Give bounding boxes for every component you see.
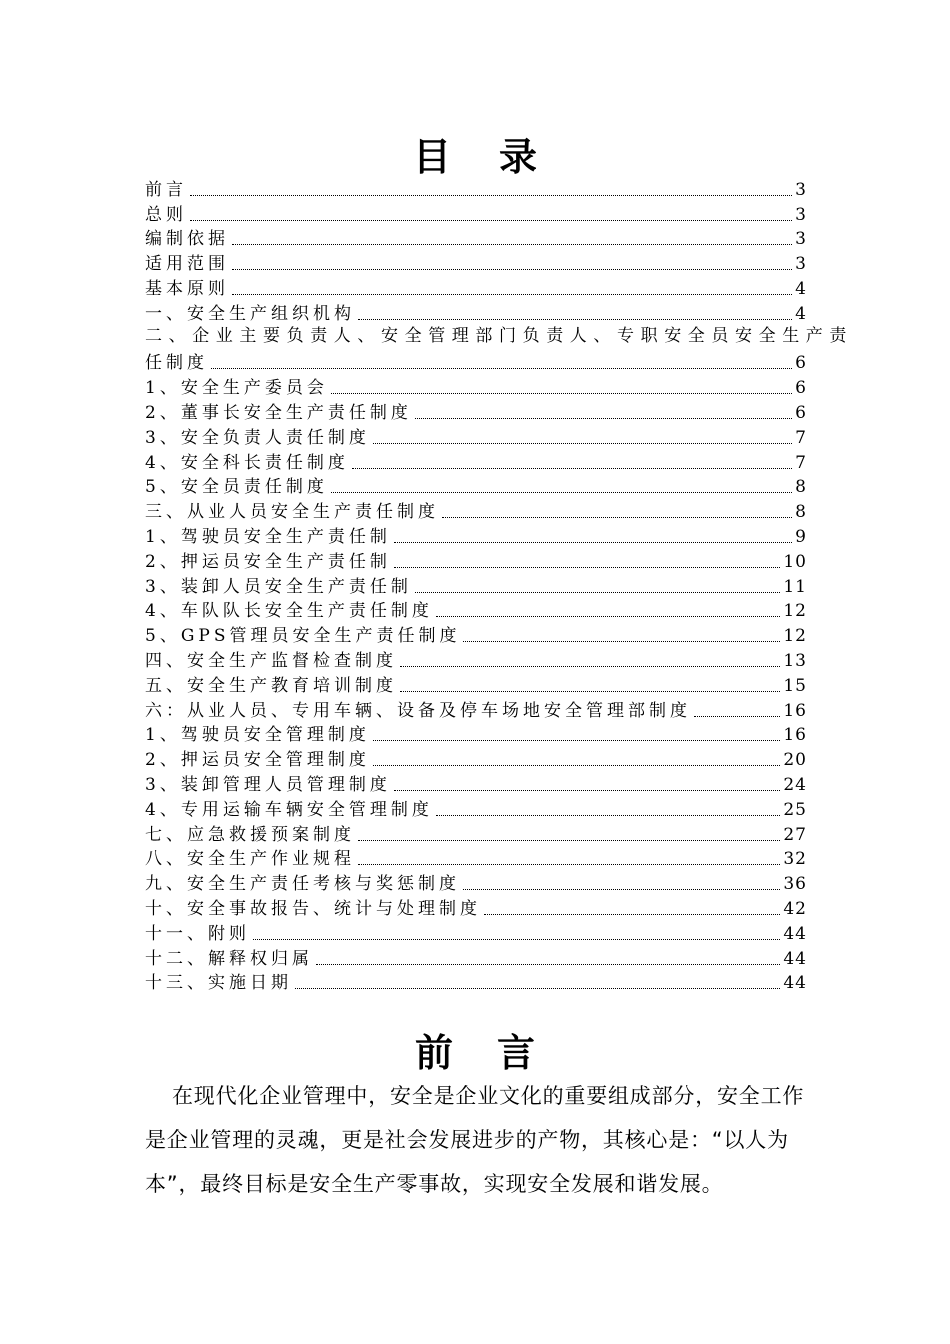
- toc-entry-label: 一、安全生产组织机构: [145, 303, 355, 324]
- toc-entry-page-number: 4: [795, 278, 807, 299]
- toc-entry-page-number: 11: [783, 576, 807, 597]
- toc-entry[interactable]: [145, 374, 807, 399]
- toc-dot-leader: [436, 815, 781, 816]
- toc-entry-page-number: 15: [783, 675, 807, 696]
- toc-entry-label: 七、应急救援预案制度: [145, 824, 355, 845]
- toc-dot-leader: [211, 368, 792, 369]
- toc-entry-page-number: 3: [795, 204, 807, 225]
- toc-dot-leader: [373, 443, 792, 444]
- toc-entry[interactable]: [145, 573, 807, 598]
- toc-entry-label: 3、装卸人员安全生产责任制: [145, 576, 412, 597]
- toc-entry[interactable]: [145, 647, 807, 672]
- toc-entry[interactable]: [145, 399, 807, 424]
- toc-entry[interactable]: [145, 350, 807, 375]
- toc-entry-page-number: 24: [783, 774, 807, 795]
- toc-entry-page-number: 8: [795, 477, 807, 498]
- toc-entry-label: 4、专用运输车辆安全管理制度: [145, 799, 433, 820]
- toc-entry-label: 3、装卸管理人员管理制度: [145, 774, 391, 795]
- toc-dot-leader: [373, 740, 781, 741]
- toc-entry-label: 十、安全事故报告、统计与处理制度: [145, 898, 481, 919]
- toc-entry[interactable]: [145, 697, 807, 722]
- toc-entry[interactable]: [145, 424, 807, 449]
- toc-entry-page-number: 7: [795, 452, 807, 473]
- toc-entry-page-number: 3: [795, 254, 807, 275]
- toc-entry[interactable]: [145, 548, 807, 573]
- toc-entry-label: 2、押运员安全生产责任制: [145, 551, 391, 572]
- toc-dot-leader: [463, 641, 780, 642]
- toc-entry-page-number: 9: [795, 526, 807, 547]
- toc-entry[interactable]: [145, 970, 807, 995]
- toc-entry-page-number: 4: [795, 303, 807, 324]
- toc-entry-page-number: 27: [783, 824, 807, 845]
- toc-entry-label: 六：从业人员、专用车辆、设备及停车场地安全管理部制度: [145, 700, 691, 721]
- toc-dot-leader: [331, 393, 792, 394]
- toc-entry-page-number: 12: [783, 601, 807, 622]
- toc-dot-leader: [190, 220, 792, 221]
- toc-dot-leader: [484, 914, 780, 915]
- toc-title: 目录: [412, 135, 585, 179]
- toc-entry-page-number: 7: [795, 427, 807, 448]
- toc-entry-page-number: 42: [783, 898, 807, 919]
- toc-entry[interactable]: [145, 498, 807, 523]
- toc-entry-label: 2、押运员安全管理制度: [145, 750, 370, 771]
- toc-entry-page-number: 3: [795, 179, 807, 200]
- toc-entry[interactable]: [145, 945, 807, 970]
- toc-entry[interactable]: [145, 598, 807, 623]
- toc-entry-label: 三、从业人员安全生产责任制度: [145, 502, 439, 523]
- toc-entry-page-number: 16: [783, 700, 807, 721]
- toc-entry[interactable]: [145, 300, 807, 325]
- toc-dot-leader: [415, 418, 792, 419]
- toc-entry-label: 任制度: [145, 353, 208, 374]
- toc-entry[interactable]: [145, 622, 807, 647]
- toc-entry[interactable]: [145, 176, 807, 201]
- toc-entry-page-number: 25: [783, 799, 807, 820]
- toc-entry[interactable]: [145, 846, 807, 871]
- toc-entry-label: 五、安全生产教育培训制度: [145, 675, 397, 696]
- toc-entry-label: 八、安全生产作业规程: [145, 849, 355, 870]
- toc-entry-label: 十一、附则: [145, 923, 250, 944]
- toc-dot-leader: [415, 592, 781, 593]
- toc-entry-label: 总则: [145, 204, 187, 225]
- toc-dot-leader: [694, 716, 780, 717]
- toc-entry[interactable]: [145, 870, 807, 895]
- toc-entry-label: 十二、解释权归属: [145, 948, 313, 969]
- toc-entry-label: 4、车队队长安全生产责任制度: [145, 601, 433, 622]
- toc-entry[interactable]: [145, 275, 807, 300]
- toc-entry[interactable]: [145, 523, 807, 548]
- preface-paragraph: 在现代化企业管理中，安全是企业文化的重要组成部分，安全工作是企业管理的灵魂，更是社会发展进步的产物，其核心是：“以人为本”，最终目标是安全生产零事故，实现安全发展和谐发展。: [145, 1084, 805, 1196]
- toc-dot-leader: [358, 840, 780, 841]
- toc-dot-leader: [400, 691, 780, 692]
- toc-entry-page-number: 6: [795, 402, 807, 423]
- toc-entry-label-line1: 二、企业主要负责人、安全管理部门负责人、专职安全员安全生产责: [145, 325, 853, 346]
- toc-dot-leader: [232, 269, 792, 270]
- toc-dot-leader: [232, 294, 792, 295]
- toc-entry-page-number: 3: [795, 229, 807, 250]
- toc-entry[interactable]: [145, 771, 807, 796]
- toc-entry[interactable]: [145, 672, 807, 697]
- toc-dot-leader: [295, 988, 780, 989]
- toc-dot-leader: [394, 790, 781, 791]
- toc-entry-label: 十三、实施日期: [145, 973, 292, 994]
- toc-entry-page-number: 20: [783, 750, 807, 771]
- toc-entry-page-number: 10: [783, 551, 807, 572]
- toc-dot-leader: [400, 666, 780, 667]
- toc-entry-page-number: 44: [783, 923, 807, 944]
- toc-entry-page-number: 6: [795, 353, 807, 374]
- toc-dot-leader: [442, 517, 792, 518]
- toc-entry[interactable]: [145, 201, 807, 226]
- toc-entry-label: 4、安全科长责任制度: [145, 452, 349, 473]
- toc-entry[interactable]: [145, 920, 807, 945]
- toc-entry[interactable]: [145, 821, 807, 846]
- toc-entry[interactable]: [145, 226, 807, 251]
- toc-dot-leader: [190, 195, 792, 196]
- toc-entry-label: 适用范围: [145, 254, 229, 275]
- toc-dot-leader: [373, 765, 781, 766]
- toc-dot-leader: [232, 244, 792, 245]
- toc-entry-page-number: 16: [783, 725, 807, 746]
- toc-dot-leader: [316, 964, 780, 965]
- toc-dot-leader: [436, 616, 781, 617]
- toc-entry-page-number: 12: [783, 626, 807, 647]
- toc-entry-label: 基本原则: [145, 278, 229, 299]
- toc-dot-leader: [463, 889, 780, 890]
- toc-dot-leader: [358, 319, 792, 320]
- toc-dot-leader: [331, 492, 792, 493]
- toc-entry-page-number: 44: [783, 973, 807, 994]
- toc-entry-label: 5、安全员责任制度: [145, 477, 328, 498]
- toc-entry-page-number: 13: [783, 650, 807, 671]
- toc-dot-leader: [352, 468, 792, 469]
- toc-entry[interactable]: [145, 895, 807, 920]
- toc-entry-label: 1、驾驶员安全管理制度: [145, 725, 370, 746]
- table-of-contents: [145, 176, 853, 994]
- toc-entry-label: 四、安全生产监督检查制度: [145, 650, 397, 671]
- toc-entry[interactable]: [145, 796, 807, 821]
- toc-entry-label: 1、驾驶员安全生产责任制: [145, 526, 391, 547]
- toc-entry-label: 九、安全生产责任考核与奖惩制度: [145, 874, 460, 895]
- toc-entry-page-number: 8: [795, 502, 807, 523]
- toc-entry[interactable]: [145, 449, 807, 474]
- section-title-preface: 前言: [414, 1031, 579, 1075]
- toc-entry-label: 编制依据: [145, 229, 229, 250]
- toc-entry-label: 3、安全负责人责任制度: [145, 427, 370, 448]
- toc-entry[interactable]: [145, 746, 807, 771]
- toc-entry-label: 2、董事长安全生产责任制度: [145, 402, 412, 423]
- toc-dot-leader: [358, 864, 780, 865]
- toc-dot-leader: [394, 542, 792, 543]
- toc-entry-label: 5、GPS管理员安全生产责任制度: [145, 626, 461, 647]
- toc-entry-page-number: 44: [783, 948, 807, 969]
- toc-entry[interactable]: [145, 250, 807, 275]
- toc-entry[interactable]: [145, 722, 807, 747]
- toc-dot-leader: [394, 567, 781, 568]
- toc-entry-label: 1、安全生产委员会: [145, 378, 328, 399]
- toc-entry[interactable]: [145, 474, 807, 499]
- toc-dot-leader: [253, 939, 780, 940]
- toc-entry-page-number: 36: [783, 874, 807, 895]
- toc-entry-page-number: 6: [795, 378, 807, 399]
- toc-entry-label: 前言: [145, 179, 187, 200]
- toc-entry-page-number: 32: [783, 849, 807, 870]
